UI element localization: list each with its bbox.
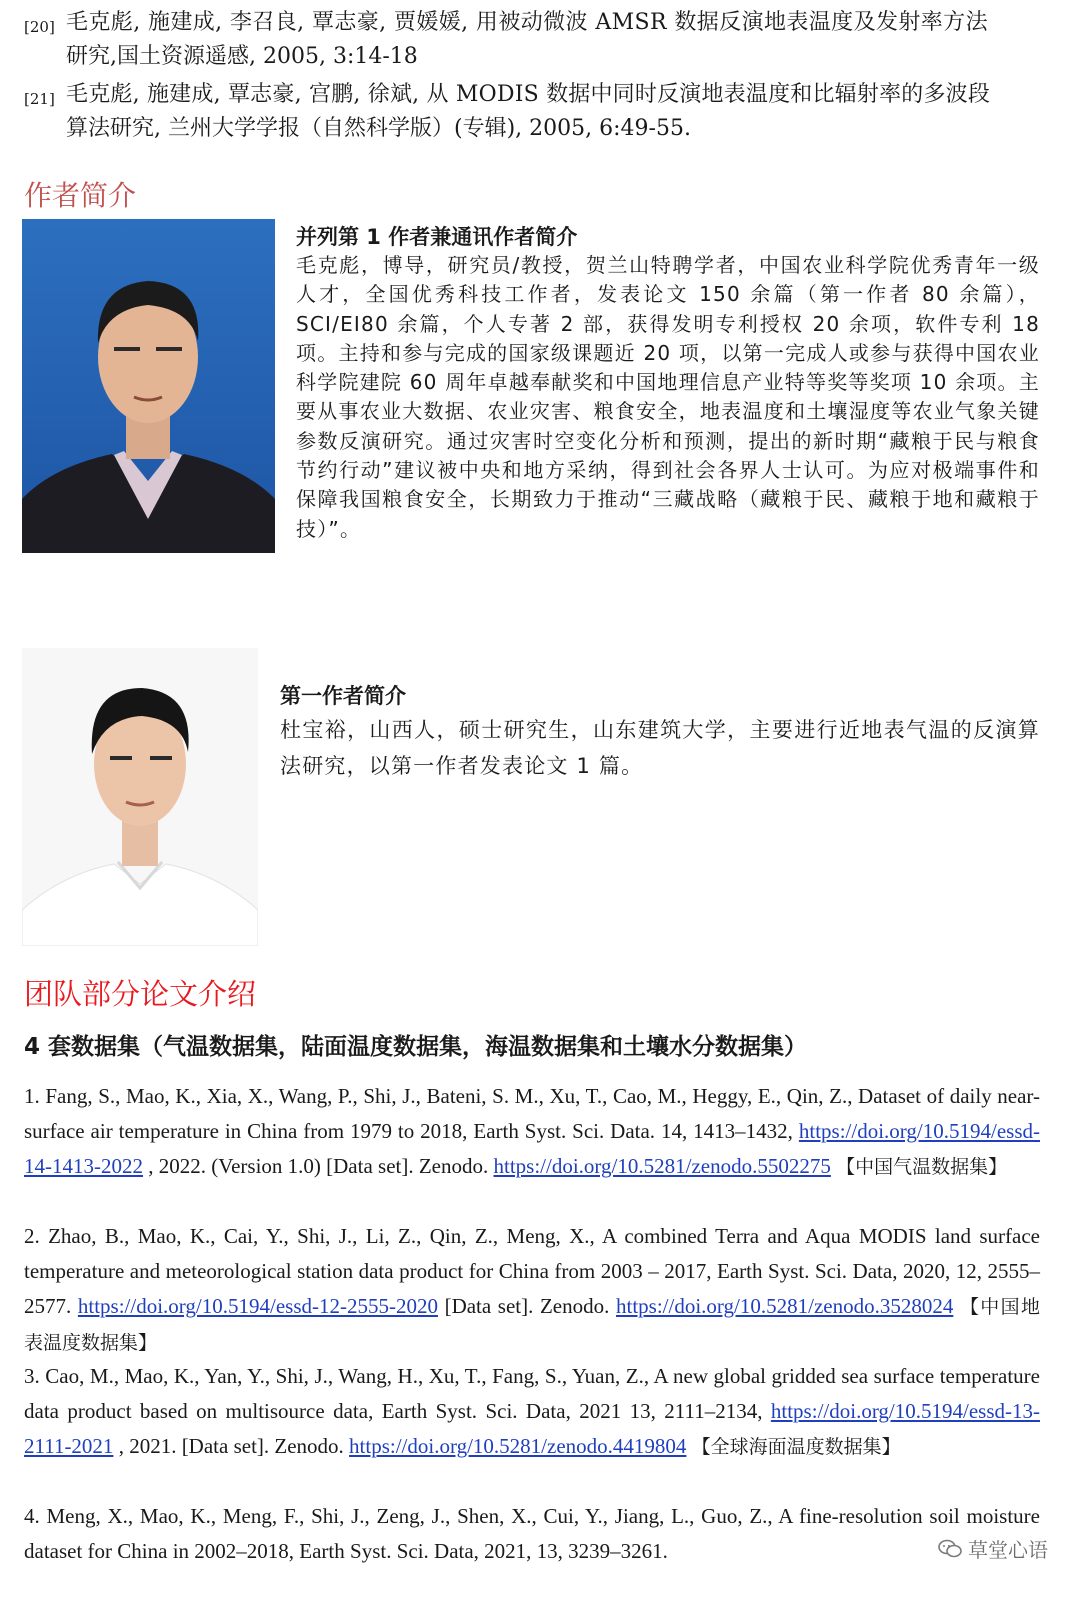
paper-citation: 3. Cao, M., Mao, K., Yan, Y., Shi, J., Wang, H., Xu, T., Fang, S., Yuan, Z., A new global gridded sea surface temperature data product based on multisource data, Earth Syst. Sci. Data, 2021 13, 2111–2134,: [24, 1364, 1040, 1423]
reference-number: [21]: [24, 90, 55, 108]
paper-1: [24, 1079, 1040, 1185]
paper-citation: 1. Fang, S., Mao, K., Xia, X., Wang, P., Shi, J., Bateni, S. M., Xu, T., Cao, M., Heggy, E., Qin, Z., Dataset of daily near-surface air temperature in China from 1979 to 2018, Earth Syst. Sci. Data. 14, 1413–1432,: [24, 1084, 1040, 1143]
wechat-icon: [938, 1539, 962, 1559]
dataset-tag: 【中国气温数据集】: [836, 1156, 1008, 1178]
paper-3: [24, 1359, 1040, 1465]
dataset-tag: 【全球海面温度数据集】: [691, 1436, 901, 1458]
author-photo-first: [22, 648, 258, 946]
paper-zenodo-link[interactable]: https://doi.org/10.5281/zenodo.5502275: [493, 1154, 831, 1178]
paper-zenodo-link[interactable]: https://doi.org/10.5281/zenodo.4419804: [349, 1434, 687, 1458]
reference-line-1: 毛克彪, 施建成, 李召良, 覃志豪, 贾媛媛, 用被动微波 AMSR 数据反演地表温度及发射率方法: [66, 10, 988, 35]
paper-doi-link[interactable]: https://doi.org/10.5194/essd-14-1413-2022: [24, 1119, 1040, 1178]
reference-line-1: 毛克彪, 施建成, 覃志豪, 宫鹏, 徐斌, 从 MODIS 数据中同时反演地表温度和比辐射率的多波段: [66, 82, 991, 107]
reference-line-2: 研究,国土资源遥感, 2005, 3:14-18: [66, 44, 418, 69]
author-photo-corresponding: [22, 219, 275, 553]
paper-citation: 4. Meng, X., Mao, K., Meng, F., Shi, J., Zeng, J., Shen, X., Cui, Y., Jiang, L., Guo, Z., A fine-resolution soil moisture dataset for China in 2002–2018, Earth Syst. Sci. Data, 2021, 13, 3239–3261.: [24, 1504, 1040, 1563]
paper-4: [24, 1499, 1040, 1569]
paper-2: [24, 1219, 1040, 1361]
reference-20: [24, 6, 1064, 74]
paper-citation-mid: , 2022. (Version 1.0) [Data set]. Zenodo.: [143, 1154, 489, 1178]
paper-doi-link[interactable]: https://doi.org/10.5194/essd-13-2111-2021: [24, 1399, 1041, 1458]
paper-zenodo-link[interactable]: https://doi.org/10.5281/zenodo.3528024: [615, 1294, 954, 1318]
paper-citation: 2. Zhao, B., Mao, K., Cai, Y., Shi, J., Li, Z., Qin, Z., Meng, X., A combined Terra and Aqua MODIS land surface temperature and meteorological station data product for China from 2003 – 2017, Earth Syst. Sci. Data, 2020, 12, 2555–2577.: [24, 1224, 1040, 1318]
bio-text-corresponding: 毛克彪，博导，研究员/教授，贺兰山特聘学者，中国农业科学院优秀青年一级人才，全国优秀科技工作者，发表论文 150 余篇（第一作者 80 余篇），SCI/EI80 余篇，个人专著 2 部，获得发明专利授权 20 余项，软件专利 18 项。主持和参与完成的国家级课题近 20 项，以第一完成人或参与获得中国农业科学院建院 60 周年卓越奉献奖和中国地理信息产业特等奖等奖项 10 余项。主要从事农业大数据、农业灾害、粮食安全，地表温度和土壤湿度等农业气象关键参数反演研究。通过灾害时空变化分析和预测，提出的新时期“藏粮于民与粮食节约行动”建议被中央和地方采纳，得到社会各界人士认可。为应对极端事件和保障我国粮食安全，长期致力于推动“三藏战略（藏粮于民、藏粮于地和藏粮于技）”。: [296, 253, 1040, 541]
datasets-title: 4 套数据集（气温数据集，陆面温度数据集，海温数据集和土壤水分数据集）: [24, 1034, 808, 1060]
watermark-text: 草堂心语: [968, 1538, 1048, 1562]
author-section-title: 作者简介: [24, 179, 137, 212]
bio-heading-corresponding: 并列第 1 作者兼通讯作者简介: [296, 225, 578, 249]
bio-heading-first: 第一作者简介: [280, 684, 406, 708]
paper-citation-mid: , 2021. [Data set]. Zenodo.: [113, 1434, 344, 1458]
paper-citation-mid: [Data set]. Zenodo.: [437, 1294, 610, 1318]
dataset-tag: 【中国地表温度数据集】: [24, 1296, 1041, 1354]
reference-number: [20]: [24, 18, 55, 36]
team-papers-title: 团队部分论文介绍: [24, 977, 257, 1011]
paper-doi-link[interactable]: https://doi.org/10.5194/essd-12-2555-2020: [77, 1294, 438, 1318]
reference-line-2: 算法研究, 兰州大学学报（自然科学版）(专辑), 2005, 6:49-55.: [66, 116, 691, 141]
bio-text-first: 杜宝裕，山西人，硕士研究生，山东建筑大学，主要进行近地表气温的反演算法研究，以第一作者发表论文 1 篇。: [280, 718, 1040, 778]
reference-21: [24, 78, 1064, 146]
watermark: [930, 1532, 1056, 1565]
